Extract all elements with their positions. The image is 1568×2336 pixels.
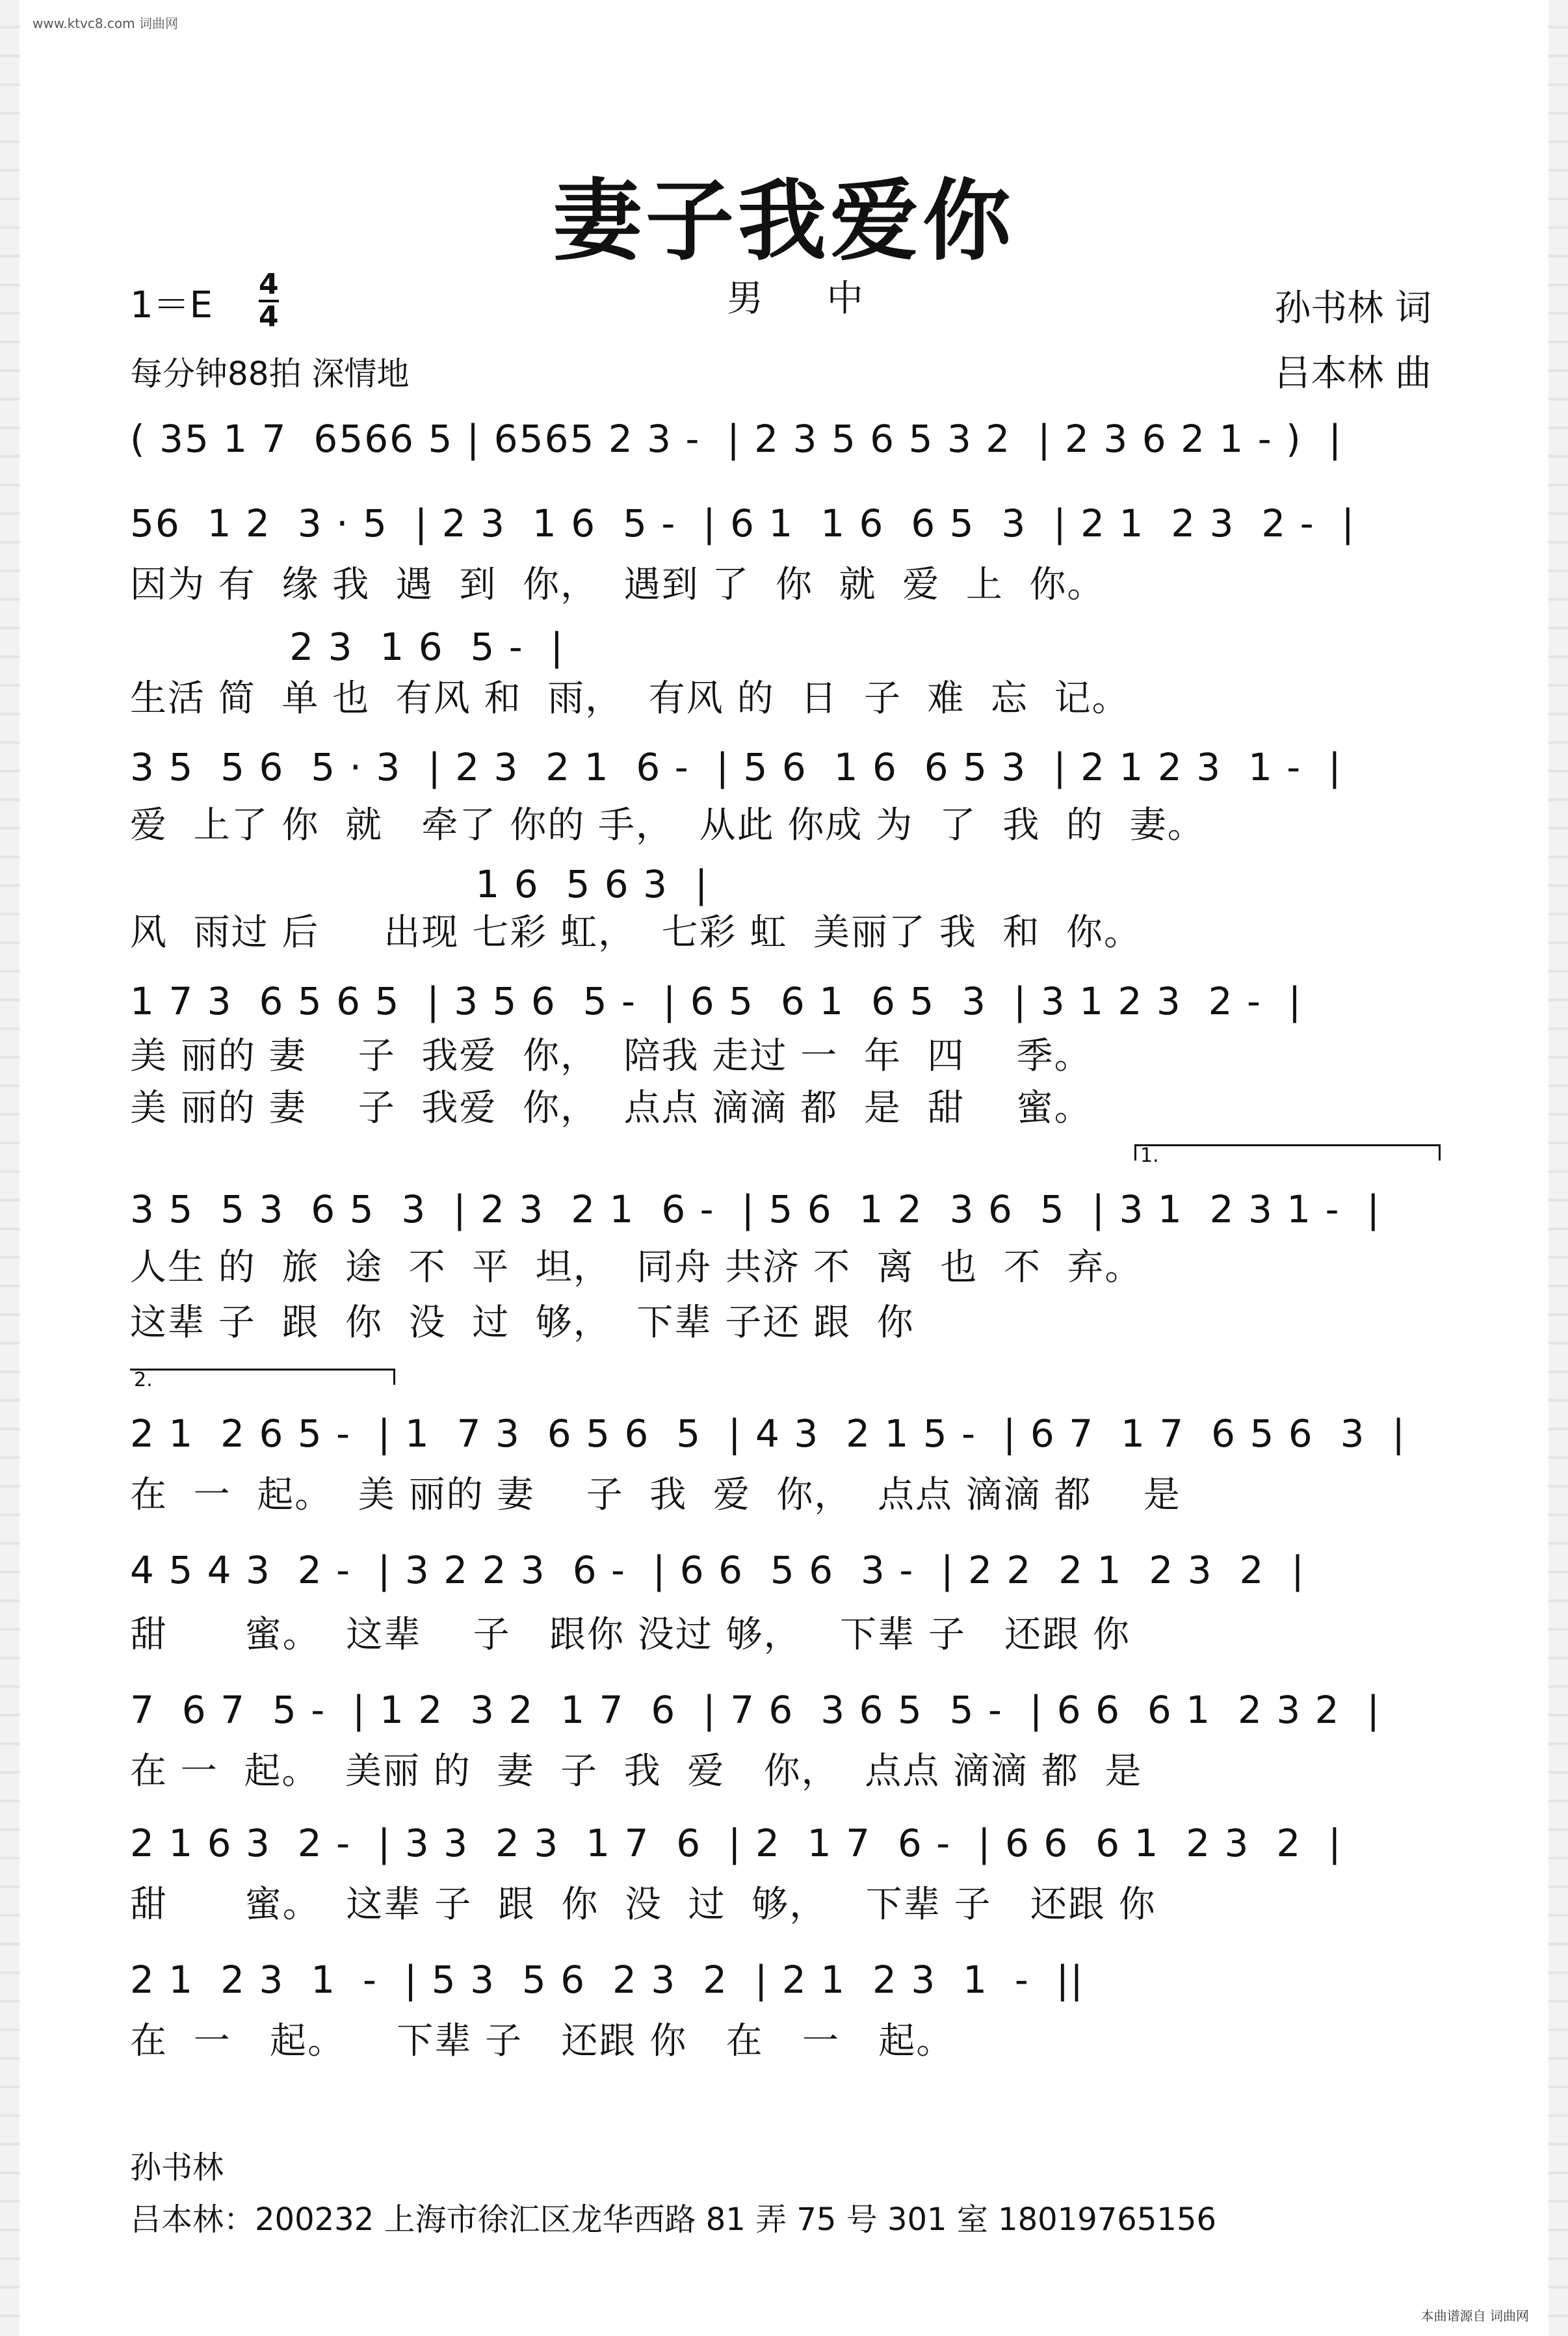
lyric-line: 风 雨过 后 出现 七彩 虹， 七彩 虹 美丽了 我 和 你。 [130,912,1142,954]
notation-line: 2 3 1 6 5 - | [130,625,565,669]
time-signature-top: 4 [259,268,279,301]
first-ending-bracket [1134,1144,1441,1167]
lyric-line: 在 一 起。 美丽 的 妻 子 我 爱 你， 点点 滴滴 都 是 [130,1750,1143,1792]
composer: 吕本林 曲 [1274,352,1431,395]
time-signature-bottom: 4 [259,300,279,334]
second-ending-label: 2. [134,1369,153,1391]
notation-line: 3 5 5 3 6 5 3 | 2 3 2 1 6 - | 5 6 1 2 3 6 5 | 3 1 2 3 1 - | [130,1187,1381,1231]
notation-line: 2 1 2 6 5 - | 1 7 3 6 5 6 5 | 4 3 2 1 5 - | 6 7 1 7 6 5 6 3 | [130,1411,1406,1456]
lyric-line: 美 丽的 妻 子 我爱 你， 陪我 走过 一 年 四 季。 [130,1035,1092,1077]
notation-line: 1 7 3 6 5 6 5 | 3 5 6 5 - | 6 5 6 1 6 5 3 | 3 1 2 3 2 - | [130,979,1303,1023]
page-border-right [1548,0,1568,2336]
lyric-line: 在 一 起。 下辈 子 还跟 你 在 一 起。 [130,2020,954,2062]
notation-line: 56 1 2 3 · 5 | 2 3 1 6 5 - | 6 1 1 6 6 5 3 | 2 1 2 3 2 - | [130,501,1356,545]
credit-lyricist: 孙书林 [130,2149,224,2186]
key-signature: 1＝E [130,284,213,326]
lyric-line: 在 一 起。 美 丽的 妻 子 我 爱 你， 点点 滴滴 都 是 [130,1474,1181,1516]
second-ending-bracket [130,1369,395,1391]
notation-line: 7 6 7 5 - | 1 2 3 2 1 7 6 | 7 6 3 6 5 5 - | 6 6 6 1 2 3 2 | [130,1688,1381,1732]
lyric-line: 这辈 子 跟 你 没 过 够， 下辈 子还 跟 你 [130,1302,915,1344]
lyric-line: 甜 蜜。 这辈 子 跟你 没过 够， 下辈 子 还跟 你 [130,1614,1131,1656]
lyric-line: 人生 的 旅 途 不 平 坦， 同舟 共济 不 离 也 不 弃。 [130,1246,1143,1289]
song-title: 妻子我爱你 [553,170,1015,273]
tempo-marking: 每分钟88拍 深情地 [130,355,410,393]
lyric-line: 爱 上了 你 就 牵了 你的 手， 从此 你成 为 了 我 的 妻。 [130,804,1205,846]
time-signature [259,270,279,332]
notation-line: 2 1 2 3 1 - | 5 3 5 6 2 3 2 | 2 1 2 3 1 - || [130,1958,1084,2002]
voice-type: 男 中 [727,278,889,320]
notation-line: ( 35 1 7 6566 5 | 6565 2 3 - | 2 3 5 6 5 3 2 | 2 3 6 2 1 - ) | [130,417,1343,461]
notation-line: 3 5 5 6 5 · 3 | 2 3 2 1 6 - | 5 6 1 6 6 5 3 | 2 1 2 3 1 - | [130,745,1342,789]
site-watermark: www.ktvc8.com 词曲网 [33,16,179,31]
page-border-left [0,0,20,2336]
notation-line: 4 5 4 3 2 - | 3 2 2 3 6 - | 6 6 5 6 3 - | 2 2 2 1 2 3 2 | [130,1548,1305,1592]
notation-line: 1 6 5 6 3 | [130,862,709,906]
lyricist: 孙书林 词 [1274,287,1431,330]
source-tag: 本曲谱源自 词曲网 [1420,2308,1529,2324]
credit-composer-address: 吕本林：200232 上海市徐汇区龙华西路 81 弄 75 号 301 室 18019765156 [130,2201,1217,2238]
lyric-line: 美 丽的 妻 子 我爱 你， 点点 滴滴 都 是 甜 蜜。 [130,1087,1092,1129]
first-ending-label: 1. [1140,1144,1159,1167]
lyric-line: 生活 简 单 也 有风 和 雨， 有风 的 日 子 难 忘 记。 [130,677,1130,720]
notation-line: 2 1 6 3 2 - | 3 3 2 3 1 7 6 | 2 1 7 6 - | 6 6 6 1 2 3 2 | [130,1821,1342,1865]
lyric-line: 因为 有 缘 我 遇 到 你， 遇到 了 你 就 爱 上 你。 [130,564,1105,606]
lyric-line: 甜 蜜。 这辈 子 跟 你 没 过 够， 下辈 子 还跟 你 [130,1883,1156,1926]
